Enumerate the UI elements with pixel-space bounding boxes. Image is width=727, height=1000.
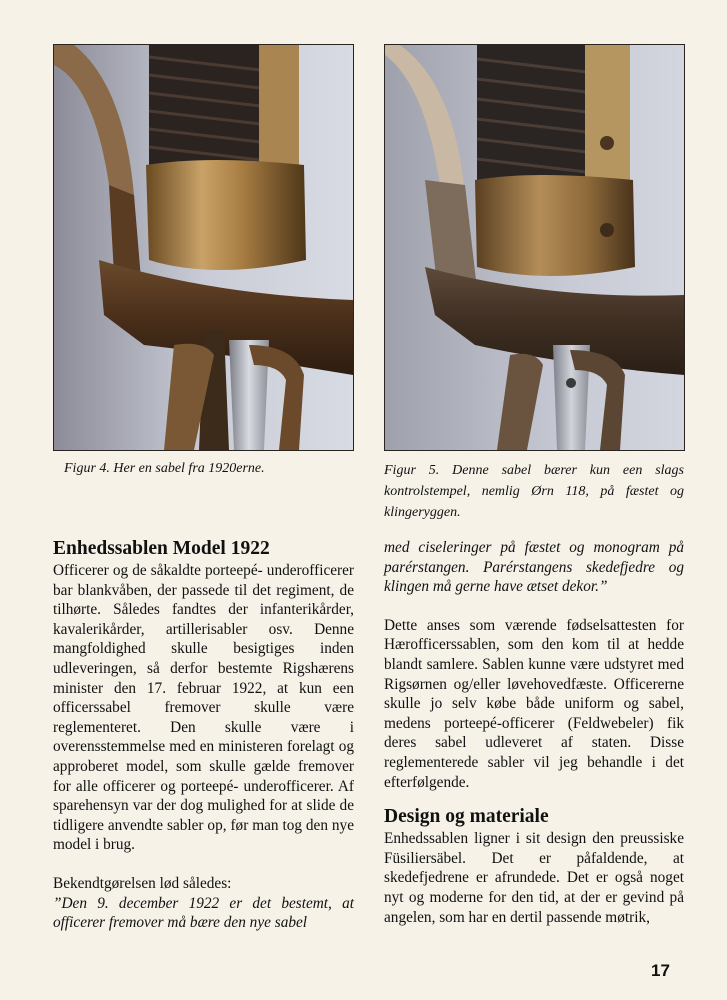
- body-paragraph: Enhedssablen ligner i sit design den preussiske Füsiliersäbel. Det er påfaldende, at skedefjedrene er afrundede. Det er også noget nyt og moderne for den tid, at der er gevind på angelen, som har en dertil passende møtrik,: [384, 830, 684, 926]
- section-heading-design: Design og materiale: [384, 806, 549, 828]
- section-heading-model-1922: Enhedssablen Model 1922: [53, 538, 270, 559]
- quote-paragraph: ”Den 9. december 1922 er det bestemt, at officerer fremover må bære den nye sabel: [53, 894, 354, 932]
- page-number: 17: [651, 961, 670, 980]
- figure-5-caption: Figur 5. Denne sabel bærer kun een slags kontrolstempel, nemlig Ørn 118, på fæstet og klingeryggen.: [384, 463, 684, 520]
- quote-paragraph: med ciseleringer på fæstet og monogram på parérstangen. Parérstangens skedefjedre og klingen må gerne have ætset dekor.”: [384, 539, 684, 596]
- sword-hilt-photo: [53, 44, 354, 451]
- figure-4-caption: Figur 4. Her en sabel fra 1920erne.: [64, 461, 265, 476]
- sword-hilt-illustration: [385, 45, 684, 450]
- body-paragraph: Officerer og de såkaldte porteepé- underofficerer bar blankvåben, der passede til det regiment, de tilhørte. Således fandtes der infanterikårder, kavalerikårder, artillerisabler osv. Denne mangfoldighed skulle besigtiges inden udleveringen, så derfor bestemte Rigshærens minister den 17. februar 1922, at kun een officerssabel fremover skulle være reglementeret. Den skulle være i overensstemmelse med en ministeren forelagt og approberet model, som skulle gælde fremover for alle officerer og porteepé- underofficerer. Af sparehensyn var der dog mulighed for at slide de tidligere anvendte sabler op, før man tog den nye model i brug.: [53, 562, 354, 854]
- sword-hilt-photo-stamped: [384, 44, 685, 451]
- left-column: [53, 538, 354, 933]
- body-paragraph: Bekendtgørelsen lød således:: [53, 874, 232, 892]
- right-column: [384, 538, 684, 927]
- sword-hilt-illustration: [54, 45, 353, 450]
- body-paragraph: Dette anses som værende fødselsattesten for Hærofficerssablen, som den kom til at hedde blandt samlere. Sablen kunne være udstyret med Rigsørnen og/eller løvehovedfæste. Officererne skulle jo selv købe både uniform og sabel, medens porteepé-officerer (Feldwebeler) fik deres sabel udleveret af staten. Disse reglementerede sabler vil jeg behandle i det efterfølgende.: [384, 616, 684, 791]
